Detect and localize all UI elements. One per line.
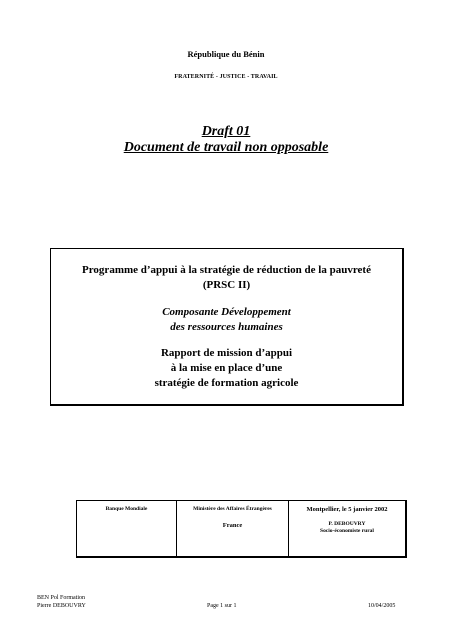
ministry-country: France (222, 522, 243, 529)
footer-page-number: Page 1 sur 1 (207, 603, 237, 609)
component-title (51, 305, 402, 335)
component-title-line2: des ressources humaines (170, 321, 283, 333)
draft-subtitle: Document de travail non opposable (123, 140, 329, 155)
draft-label: Draft 01 (201, 124, 251, 139)
author-block (289, 521, 405, 535)
footer-author: Pierre DEBOUVRY (37, 602, 86, 609)
footer-document-ref: BEN Pol Formation (37, 595, 86, 601)
footer-date: 10/04/2005 (368, 603, 396, 609)
country-heading: République du Bénin (187, 49, 265, 59)
national-motto: FRATERNITÉ - JUSTICE - TRAVAIL (174, 74, 278, 80)
place-date: Montpellier, le 5 janvier 2002 (306, 506, 388, 513)
program-title (51, 263, 402, 293)
place-cell (289, 501, 405, 556)
report-title-line3: stratégie de formation agricole (154, 377, 299, 389)
draft-title (0, 124, 452, 156)
title-box (50, 248, 404, 406)
ministry-name: Ministère des Affaires Étrangères (193, 506, 272, 512)
author-role: Socio-économiste rural (320, 528, 374, 534)
component-title-line1: Composante Développement (162, 306, 291, 318)
footer-left (37, 595, 86, 610)
program-title-line1: Programme d’appui à la stratégie de réduction de la pauvreté (82, 264, 371, 276)
info-table (76, 500, 407, 558)
bank-cell (77, 501, 177, 556)
report-title (51, 346, 402, 391)
report-title-line2: à la mise en place d’une (170, 362, 283, 374)
program-title-line2: (PRSC II) (202, 279, 251, 291)
bank-name: Banque Mondiale (105, 506, 148, 512)
report-title-line1: Rapport de mission d’appui (160, 347, 293, 359)
author-name: P. DEBOUVRY (328, 521, 366, 527)
ministry-cell (177, 501, 289, 556)
